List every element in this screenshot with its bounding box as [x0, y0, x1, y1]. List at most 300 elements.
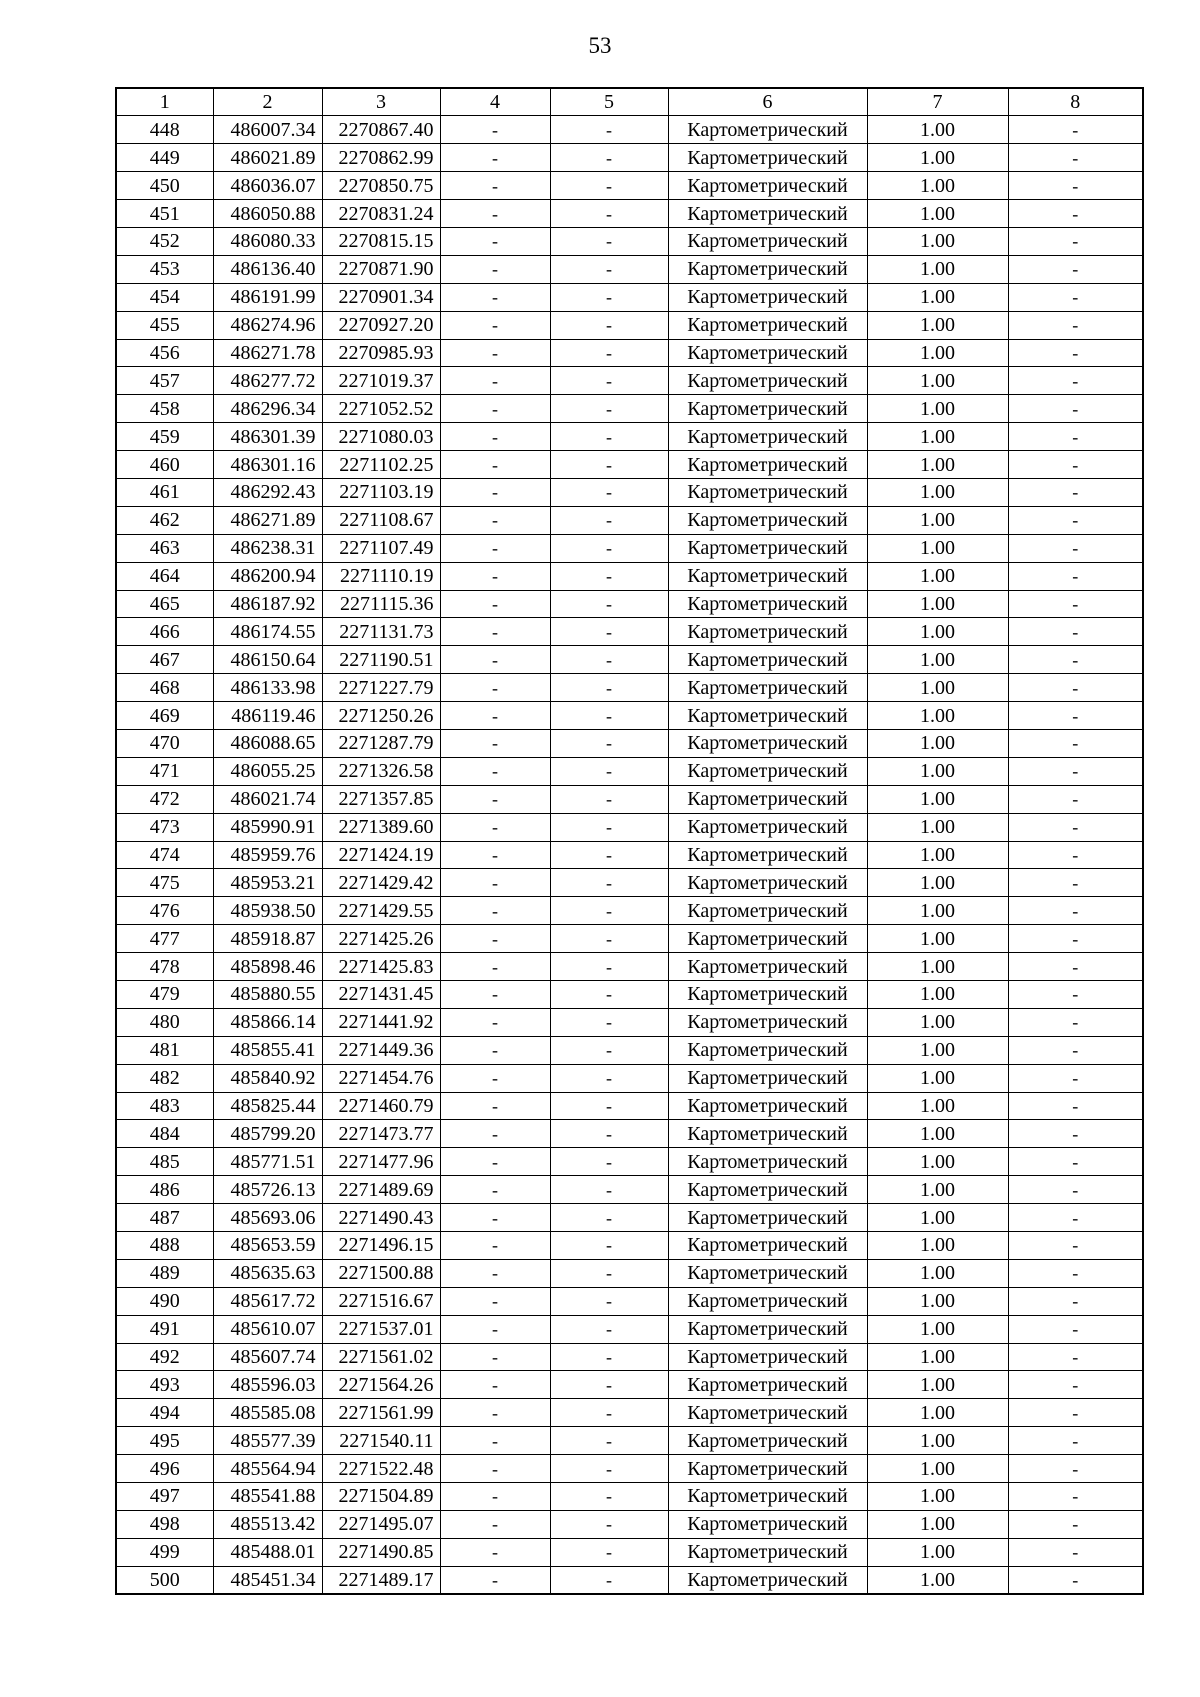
point-number-cell: 453	[116, 255, 213, 283]
x-coordinate-cell: 486080.33	[213, 227, 322, 255]
column-4-cell: -	[440, 618, 550, 646]
column-4-cell: -	[440, 1343, 550, 1371]
accuracy-cell: 1.00	[867, 1538, 1008, 1566]
method-cell: Картометрический	[668, 841, 867, 869]
method-cell: Картометрический	[668, 1538, 867, 1566]
column-4-cell: -	[440, 1371, 550, 1399]
column-8-cell: -	[1008, 702, 1143, 730]
point-number-cell: 465	[116, 590, 213, 618]
x-coordinate-cell: 486191.99	[213, 283, 322, 311]
column-8-cell: -	[1008, 339, 1143, 367]
table-row	[116, 729, 1143, 757]
table-row	[116, 255, 1143, 283]
y-coordinate-cell: 2271080.03	[322, 423, 440, 451]
column-8-cell: -	[1008, 1510, 1143, 1538]
accuracy-cell: 1.00	[867, 172, 1008, 200]
y-coordinate-cell: 2271516.67	[322, 1287, 440, 1315]
x-coordinate-cell: 485541.88	[213, 1483, 322, 1511]
column-5-cell: -	[550, 981, 668, 1009]
y-coordinate-cell: 2271107.49	[322, 534, 440, 562]
x-coordinate-cell: 485953.21	[213, 869, 322, 897]
column-5-cell: -	[550, 534, 668, 562]
column-8-cell: -	[1008, 1287, 1143, 1315]
point-number-cell: 482	[116, 1064, 213, 1092]
y-coordinate-cell: 2271473.77	[322, 1120, 440, 1148]
table-row	[116, 757, 1143, 785]
column-4-cell: -	[440, 1148, 550, 1176]
x-coordinate-cell: 485596.03	[213, 1371, 322, 1399]
y-coordinate-cell: 2271449.36	[322, 1036, 440, 1064]
method-cell: Картометрический	[668, 646, 867, 674]
y-coordinate-cell: 2270927.20	[322, 311, 440, 339]
x-coordinate-cell: 486187.92	[213, 590, 322, 618]
column-5-cell: -	[550, 1427, 668, 1455]
y-coordinate-cell: 2271357.85	[322, 785, 440, 813]
x-coordinate-cell: 486301.16	[213, 451, 322, 479]
coordinates-table	[115, 87, 1144, 1595]
column-5-cell: -	[550, 478, 668, 506]
y-coordinate-cell: 2271227.79	[322, 674, 440, 702]
point-number-cell: 450	[116, 172, 213, 200]
y-coordinate-cell: 2271500.88	[322, 1259, 440, 1287]
column-8-cell: -	[1008, 897, 1143, 925]
y-coordinate-cell: 2271460.79	[322, 1092, 440, 1120]
column-5-cell: -	[550, 785, 668, 813]
accuracy-cell: 1.00	[867, 1036, 1008, 1064]
y-coordinate-cell: 2271326.58	[322, 757, 440, 785]
x-coordinate-cell: 486088.65	[213, 729, 322, 757]
table-row	[116, 451, 1143, 479]
table-row	[116, 1176, 1143, 1204]
column-header: 1	[116, 88, 213, 116]
point-number-cell: 469	[116, 702, 213, 730]
accuracy-cell: 1.00	[867, 1204, 1008, 1232]
point-number-cell: 454	[116, 283, 213, 311]
accuracy-cell: 1.00	[867, 1371, 1008, 1399]
column-8-cell: -	[1008, 1371, 1143, 1399]
page-number: 53	[588, 33, 612, 58]
method-cell: Картометрический	[668, 1566, 867, 1594]
table-row	[116, 1259, 1143, 1287]
table-row	[116, 339, 1143, 367]
column-4-cell: -	[440, 1036, 550, 1064]
accuracy-cell: 1.00	[867, 534, 1008, 562]
point-number-cell: 466	[116, 618, 213, 646]
column-5-cell: -	[550, 1399, 668, 1427]
column-4-cell: -	[440, 981, 550, 1009]
method-cell: Картометрический	[668, 1510, 867, 1538]
x-coordinate-cell: 485577.39	[213, 1427, 322, 1455]
column-8-cell: -	[1008, 144, 1143, 172]
y-coordinate-cell: 2271495.07	[322, 1510, 440, 1538]
method-cell: Картометрический	[668, 1008, 867, 1036]
column-4-cell: -	[440, 367, 550, 395]
method-cell: Картометрический	[668, 478, 867, 506]
accuracy-cell: 1.00	[867, 227, 1008, 255]
column-8-cell: -	[1008, 1064, 1143, 1092]
x-coordinate-cell: 485635.63	[213, 1259, 322, 1287]
column-4-cell: -	[440, 200, 550, 228]
point-number-cell: 455	[116, 311, 213, 339]
y-coordinate-cell: 2270871.90	[322, 255, 440, 283]
point-number-cell: 473	[116, 813, 213, 841]
table-row	[116, 841, 1143, 869]
point-number-cell: 487	[116, 1204, 213, 1232]
table-row	[116, 1566, 1143, 1594]
accuracy-cell: 1.00	[867, 1287, 1008, 1315]
column-8-cell: -	[1008, 1204, 1143, 1232]
y-coordinate-cell: 2271052.52	[322, 395, 440, 423]
method-cell: Картометрический	[668, 255, 867, 283]
column-4-cell: -	[440, 1259, 550, 1287]
column-5-cell: -	[550, 590, 668, 618]
accuracy-cell: 1.00	[867, 339, 1008, 367]
column-4-cell: -	[440, 1315, 550, 1343]
column-4-cell: -	[440, 506, 550, 534]
column-4-cell: -	[440, 897, 550, 925]
table-row	[116, 925, 1143, 953]
point-number-cell: 458	[116, 395, 213, 423]
column-8-cell: -	[1008, 478, 1143, 506]
column-8-cell: -	[1008, 925, 1143, 953]
x-coordinate-cell: 485564.94	[213, 1455, 322, 1483]
accuracy-cell: 1.00	[867, 813, 1008, 841]
x-coordinate-cell: 486133.98	[213, 674, 322, 702]
table-row	[116, 1399, 1143, 1427]
column-5-cell: -	[550, 897, 668, 925]
x-coordinate-cell: 485607.74	[213, 1343, 322, 1371]
column-4-cell: -	[440, 953, 550, 981]
method-cell: Картометрический	[668, 283, 867, 311]
accuracy-cell: 1.00	[867, 116, 1008, 144]
table-row	[116, 1287, 1143, 1315]
column-4-cell: -	[440, 674, 550, 702]
method-cell: Картометрический	[668, 1120, 867, 1148]
table-row	[116, 590, 1143, 618]
column-4-cell: -	[440, 1483, 550, 1511]
x-coordinate-cell: 486238.31	[213, 534, 322, 562]
column-header: 4	[440, 88, 550, 116]
column-5-cell: -	[550, 172, 668, 200]
method-cell: Картометрический	[668, 1455, 867, 1483]
point-number-cell: 484	[116, 1120, 213, 1148]
method-cell: Картометрический	[668, 311, 867, 339]
column-4-cell: -	[440, 1120, 550, 1148]
y-coordinate-cell: 2271522.48	[322, 1455, 440, 1483]
accuracy-cell: 1.00	[867, 1176, 1008, 1204]
point-number-cell: 449	[116, 144, 213, 172]
point-number-cell: 460	[116, 451, 213, 479]
column-8-cell: -	[1008, 646, 1143, 674]
accuracy-cell: 1.00	[867, 144, 1008, 172]
x-coordinate-cell: 485898.46	[213, 953, 322, 981]
x-coordinate-cell: 485990.91	[213, 813, 322, 841]
column-4-cell: -	[440, 785, 550, 813]
point-number-cell: 491	[116, 1315, 213, 1343]
accuracy-cell: 1.00	[867, 1566, 1008, 1594]
column-5-cell: -	[550, 729, 668, 757]
x-coordinate-cell: 486021.74	[213, 785, 322, 813]
table-row	[116, 813, 1143, 841]
point-number-cell: 485	[116, 1148, 213, 1176]
method-cell: Картометрический	[668, 869, 867, 897]
x-coordinate-cell: 485799.20	[213, 1120, 322, 1148]
y-coordinate-cell: 2270901.34	[322, 283, 440, 311]
method-cell: Картометрический	[668, 590, 867, 618]
method-cell: Картометрический	[668, 813, 867, 841]
column-4-cell: -	[440, 423, 550, 451]
column-8-cell: -	[1008, 1092, 1143, 1120]
point-number-cell: 463	[116, 534, 213, 562]
x-coordinate-cell: 486021.89	[213, 144, 322, 172]
column-header: 3	[322, 88, 440, 116]
column-5-cell: -	[550, 674, 668, 702]
table-body	[116, 116, 1143, 1594]
accuracy-cell: 1.00	[867, 1232, 1008, 1260]
table-row	[116, 1064, 1143, 1092]
method-cell: Картометрический	[668, 1064, 867, 1092]
column-5-cell: -	[550, 562, 668, 590]
table-row	[116, 646, 1143, 674]
column-8-cell: -	[1008, 451, 1143, 479]
accuracy-cell: 1.00	[867, 367, 1008, 395]
column-4-cell: -	[440, 813, 550, 841]
table-row	[116, 1232, 1143, 1260]
point-number-cell: 477	[116, 925, 213, 953]
accuracy-cell: 1.00	[867, 1259, 1008, 1287]
column-4-cell: -	[440, 1064, 550, 1092]
point-number-cell: 461	[116, 478, 213, 506]
point-number-cell: 497	[116, 1483, 213, 1511]
column-4-cell: -	[440, 172, 550, 200]
column-8-cell: -	[1008, 1315, 1143, 1343]
method-cell: Картометрический	[668, 1343, 867, 1371]
method-cell: Картометрический	[668, 367, 867, 395]
accuracy-cell: 1.00	[867, 423, 1008, 451]
accuracy-cell: 1.00	[867, 283, 1008, 311]
column-5-cell: -	[550, 367, 668, 395]
method-cell: Картометрический	[668, 227, 867, 255]
column-8-cell: -	[1008, 534, 1143, 562]
point-number-cell: 451	[116, 200, 213, 228]
x-coordinate-cell: 485451.34	[213, 1566, 322, 1594]
y-coordinate-cell: 2271108.67	[322, 506, 440, 534]
column-8-cell: -	[1008, 953, 1143, 981]
x-coordinate-cell: 485840.92	[213, 1064, 322, 1092]
column-8-cell: -	[1008, 841, 1143, 869]
y-coordinate-cell: 2271496.15	[322, 1232, 440, 1260]
column-5-cell: -	[550, 1259, 668, 1287]
column-4-cell: -	[440, 1176, 550, 1204]
accuracy-cell: 1.00	[867, 451, 1008, 479]
column-8-cell: -	[1008, 757, 1143, 785]
column-8-cell: -	[1008, 1232, 1143, 1260]
x-coordinate-cell: 485855.41	[213, 1036, 322, 1064]
column-5-cell: -	[550, 702, 668, 730]
column-4-cell: -	[440, 116, 550, 144]
column-4-cell: -	[440, 1538, 550, 1566]
column-4-cell: -	[440, 1566, 550, 1594]
accuracy-cell: 1.00	[867, 953, 1008, 981]
column-8-cell: -	[1008, 116, 1143, 144]
accuracy-cell: 1.00	[867, 841, 1008, 869]
column-4-cell: -	[440, 255, 550, 283]
column-4-cell: -	[440, 1510, 550, 1538]
x-coordinate-cell: 486036.07	[213, 172, 322, 200]
column-8-cell: -	[1008, 227, 1143, 255]
x-coordinate-cell: 485726.13	[213, 1176, 322, 1204]
column-4-cell: -	[440, 1287, 550, 1315]
column-5-cell: -	[550, 116, 668, 144]
column-4-cell: -	[440, 925, 550, 953]
point-number-cell: 489	[116, 1259, 213, 1287]
table-row	[116, 172, 1143, 200]
point-number-cell: 452	[116, 227, 213, 255]
column-5-cell: -	[550, 1176, 668, 1204]
column-4-cell: -	[440, 339, 550, 367]
point-number-cell: 472	[116, 785, 213, 813]
method-cell: Картометрический	[668, 200, 867, 228]
accuracy-cell: 1.00	[867, 1315, 1008, 1343]
y-coordinate-cell: 2271489.69	[322, 1176, 440, 1204]
x-coordinate-cell: 486271.78	[213, 339, 322, 367]
method-cell: Картометрический	[668, 729, 867, 757]
column-5-cell: -	[550, 869, 668, 897]
x-coordinate-cell: 486136.40	[213, 255, 322, 283]
table-row	[116, 116, 1143, 144]
column-5-cell: -	[550, 1064, 668, 1092]
table-row	[116, 869, 1143, 897]
accuracy-cell: 1.00	[867, 200, 1008, 228]
y-coordinate-cell: 2271429.55	[322, 897, 440, 925]
method-cell: Картометрический	[668, 1204, 867, 1232]
accuracy-cell: 1.00	[867, 1427, 1008, 1455]
y-coordinate-cell: 2271425.26	[322, 925, 440, 953]
column-5-cell: -	[550, 506, 668, 534]
table-row	[116, 1483, 1143, 1511]
column-8-cell: -	[1008, 729, 1143, 757]
method-cell: Картометрический	[668, 144, 867, 172]
x-coordinate-cell: 485959.76	[213, 841, 322, 869]
column-5-cell: -	[550, 200, 668, 228]
column-8-cell: -	[1008, 1538, 1143, 1566]
method-cell: Картометрический	[668, 981, 867, 1009]
column-header: 5	[550, 88, 668, 116]
table-header-row	[116, 88, 1143, 116]
y-coordinate-cell: 2270985.93	[322, 339, 440, 367]
table-row	[116, 395, 1143, 423]
accuracy-cell: 1.00	[867, 1343, 1008, 1371]
method-cell: Картометрический	[668, 1176, 867, 1204]
column-8-cell: -	[1008, 506, 1143, 534]
table-row	[116, 506, 1143, 534]
column-4-cell: -	[440, 729, 550, 757]
y-coordinate-cell: 2271490.43	[322, 1204, 440, 1232]
accuracy-cell: 1.00	[867, 1092, 1008, 1120]
x-coordinate-cell: 485617.72	[213, 1287, 322, 1315]
y-coordinate-cell: 2271561.02	[322, 1343, 440, 1371]
column-5-cell: -	[550, 813, 668, 841]
x-coordinate-cell: 486301.39	[213, 423, 322, 451]
point-number-cell: 480	[116, 1008, 213, 1036]
table-row	[116, 227, 1143, 255]
column-4-cell: -	[440, 227, 550, 255]
y-coordinate-cell: 2271424.19	[322, 841, 440, 869]
column-8-cell: -	[1008, 813, 1143, 841]
x-coordinate-cell: 485513.42	[213, 1510, 322, 1538]
table-row	[116, 1343, 1143, 1371]
column-8-cell: -	[1008, 172, 1143, 200]
method-cell: Картометрический	[668, 423, 867, 451]
accuracy-cell: 1.00	[867, 674, 1008, 702]
method-cell: Картометрический	[668, 618, 867, 646]
column-4-cell: -	[440, 869, 550, 897]
column-8-cell: -	[1008, 869, 1143, 897]
y-coordinate-cell: 2270850.75	[322, 172, 440, 200]
column-4-cell: -	[440, 1008, 550, 1036]
point-number-cell: 457	[116, 367, 213, 395]
table-row	[116, 953, 1143, 981]
method-cell: Картометрический	[668, 1036, 867, 1064]
y-coordinate-cell: 2271425.83	[322, 953, 440, 981]
y-coordinate-cell: 2271019.37	[322, 367, 440, 395]
point-number-cell: 499	[116, 1538, 213, 1566]
column-4-cell: -	[440, 478, 550, 506]
method-cell: Картометрический	[668, 1259, 867, 1287]
y-coordinate-cell: 2271537.01	[322, 1315, 440, 1343]
point-number-cell: 481	[116, 1036, 213, 1064]
method-cell: Картометрический	[668, 785, 867, 813]
x-coordinate-cell: 486119.46	[213, 702, 322, 730]
method-cell: Картометрический	[668, 534, 867, 562]
y-coordinate-cell: 2271429.42	[322, 869, 440, 897]
column-5-cell: -	[550, 1287, 668, 1315]
accuracy-cell: 1.00	[867, 590, 1008, 618]
column-8-cell: -	[1008, 785, 1143, 813]
x-coordinate-cell: 485825.44	[213, 1092, 322, 1120]
accuracy-cell: 1.00	[867, 1399, 1008, 1427]
column-5-cell: -	[550, 451, 668, 479]
method-cell: Картометрический	[668, 1287, 867, 1315]
column-4-cell: -	[440, 283, 550, 311]
column-4-cell: -	[440, 841, 550, 869]
column-5-cell: -	[550, 1510, 668, 1538]
column-8-cell: -	[1008, 1399, 1143, 1427]
table-row	[116, 478, 1143, 506]
x-coordinate-cell: 485653.59	[213, 1232, 322, 1260]
point-number-cell: 474	[116, 841, 213, 869]
method-cell: Картометрический	[668, 702, 867, 730]
method-cell: Картометрический	[668, 395, 867, 423]
column-8-cell: -	[1008, 395, 1143, 423]
point-number-cell: 490	[116, 1287, 213, 1315]
y-coordinate-cell: 2271190.51	[322, 646, 440, 674]
method-cell: Картометрический	[668, 339, 867, 367]
x-coordinate-cell: 485880.55	[213, 981, 322, 1009]
accuracy-cell: 1.00	[867, 1148, 1008, 1176]
column-4-cell: -	[440, 1455, 550, 1483]
accuracy-cell: 1.00	[867, 1120, 1008, 1148]
accuracy-cell: 1.00	[867, 729, 1008, 757]
column-5-cell: -	[550, 311, 668, 339]
column-5-cell: -	[550, 1232, 668, 1260]
x-coordinate-cell: 485585.08	[213, 1399, 322, 1427]
method-cell: Картометрический	[668, 757, 867, 785]
column-4-cell: -	[440, 311, 550, 339]
column-4-cell: -	[440, 451, 550, 479]
x-coordinate-cell: 485918.87	[213, 925, 322, 953]
column-header: 2	[213, 88, 322, 116]
